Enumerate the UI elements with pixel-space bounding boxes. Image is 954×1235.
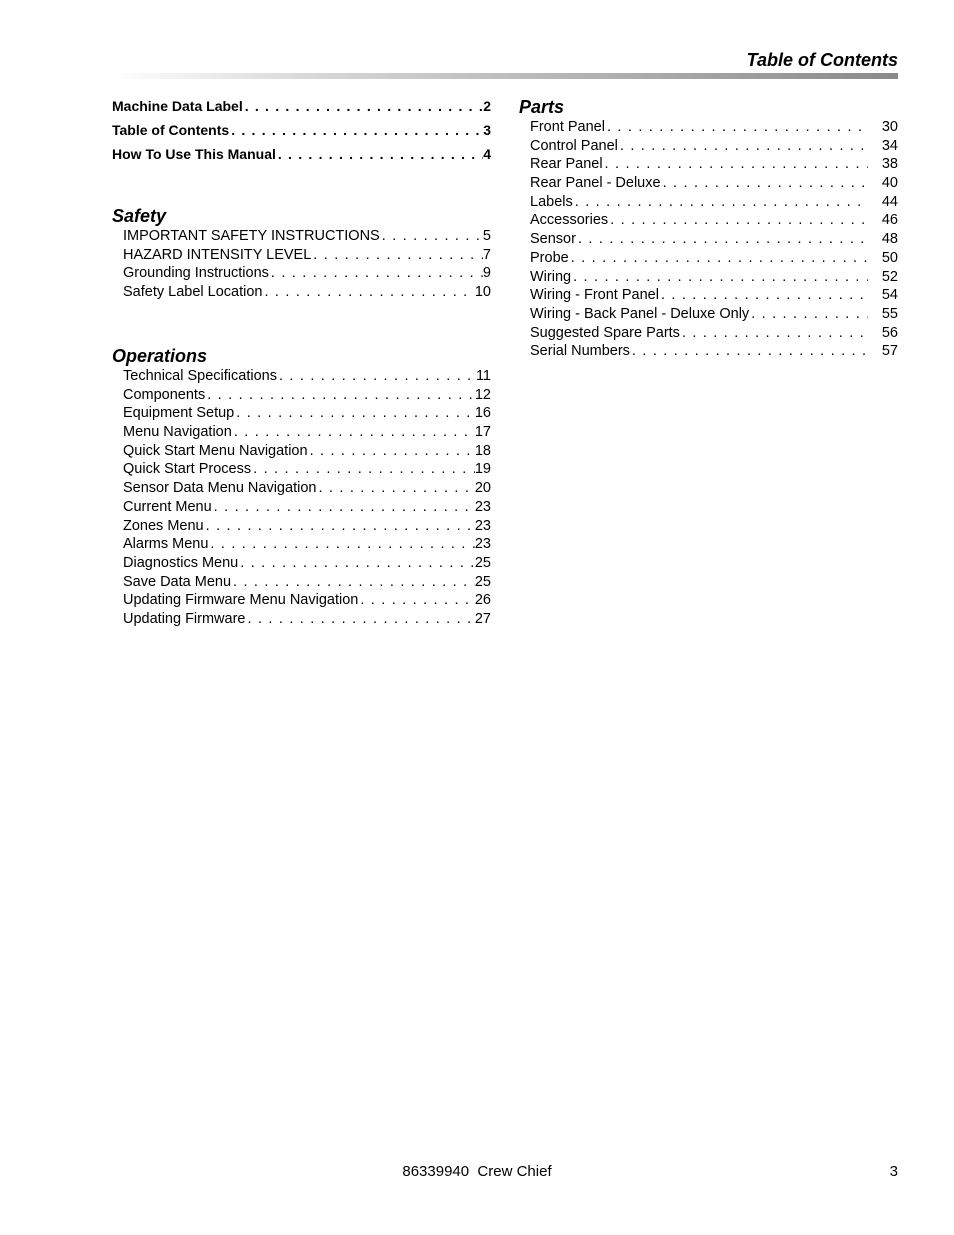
toc-entry[interactable]: Alarms Menu . . . 23 xyxy=(123,535,491,554)
section-heading-operations: Operations xyxy=(112,346,208,366)
toc-entry[interactable]: Grounding Instructions . . . 9 xyxy=(123,264,491,283)
footer-document-id: 86339940 Crew Chief xyxy=(402,1163,552,1180)
toc-entry[interactable]: Components . . . 12 xyxy=(123,386,491,405)
toc-entry[interactable]: Current Menu . . . 23 xyxy=(123,498,491,517)
toc-entry[interactable]: Control Panel . . . 34 xyxy=(530,137,898,156)
parts-section xyxy=(519,96,898,361)
toc-entry[interactable]: Sensor . . . 48 xyxy=(530,230,898,249)
toc-entry[interactable]: Rear Panel . . . 38 xyxy=(530,155,898,174)
toc-entry[interactable]: Rear Panel - Deluxe . . . 40 xyxy=(530,174,898,193)
toc-entry[interactable]: Sensor Data Menu Navigation . . . 20 xyxy=(123,479,491,498)
toc-entry[interactable]: HAZARD INTENSITY LEVEL . . . 7 xyxy=(123,246,491,265)
section-heading-parts: Parts xyxy=(519,97,565,117)
operations-section xyxy=(112,345,491,629)
toc-entry[interactable]: Safety Label Location . . . 10 xyxy=(123,283,491,302)
header-gradient-bar xyxy=(112,73,898,79)
front-matter-list xyxy=(112,94,491,166)
toc-entry[interactable]: Serial Numbers . . . 57 xyxy=(530,342,898,361)
toc-entry[interactable]: Wiring - Front Panel . . . 54 xyxy=(530,286,898,305)
toc-entry[interactable]: Labels . . . 44 xyxy=(530,193,898,212)
toc-entry[interactable]: Diagnostics Menu . . . 25 xyxy=(123,554,491,573)
toc-entry[interactable]: Table of Contents . . . 3 xyxy=(112,118,491,142)
toc-entry[interactable]: How To Use This Manual . . . 4 xyxy=(112,142,491,166)
toc-entry[interactable]: Probe . . . 50 xyxy=(530,249,898,268)
footer-page-number: 3 xyxy=(889,1163,898,1180)
toc-entry[interactable]: Machine Data Label . . . 2 xyxy=(112,94,491,118)
toc-entry[interactable]: Quick Start Process . . . 19 xyxy=(123,460,491,479)
safety-section xyxy=(112,205,491,302)
toc-entry[interactable]: Quick Start Menu Navigation . . . 18 xyxy=(123,442,491,461)
toc-entry[interactable]: Wiring - Back Panel - Deluxe Only . . . 55 xyxy=(530,305,898,324)
toc-entry[interactable]: IMPORTANT SAFETY INSTRUCTIONS . . . 5 xyxy=(123,227,491,246)
toc-entry[interactable]: Wiring . . . 52 xyxy=(530,268,898,287)
section-heading-safety: Safety xyxy=(112,206,167,226)
toc-entry[interactable]: Front Panel . . . 30 xyxy=(530,118,898,137)
toc-entry[interactable]: Save Data Menu . . . 25 xyxy=(123,573,491,592)
page-header-title: Table of Contents xyxy=(746,50,898,70)
toc-entry[interactable]: Accessories . . . 46 xyxy=(530,211,898,230)
toc-entry[interactable]: Updating Firmware Menu Navigation . . . 26 xyxy=(123,591,491,610)
toc-entry[interactable]: Menu Navigation . . . 17 xyxy=(123,423,491,442)
toc-entry[interactable]: Equipment Setup . . . 16 xyxy=(123,404,491,423)
toc-entry[interactable]: Zones Menu . . . 23 xyxy=(123,517,491,536)
toc-entry[interactable]: Updating Firmware . . . 27 xyxy=(123,610,491,629)
toc-entry[interactable]: Technical Specifications . . . 11 xyxy=(123,367,491,386)
toc-entry[interactable]: Suggested Spare Parts . . . 56 xyxy=(530,324,898,343)
